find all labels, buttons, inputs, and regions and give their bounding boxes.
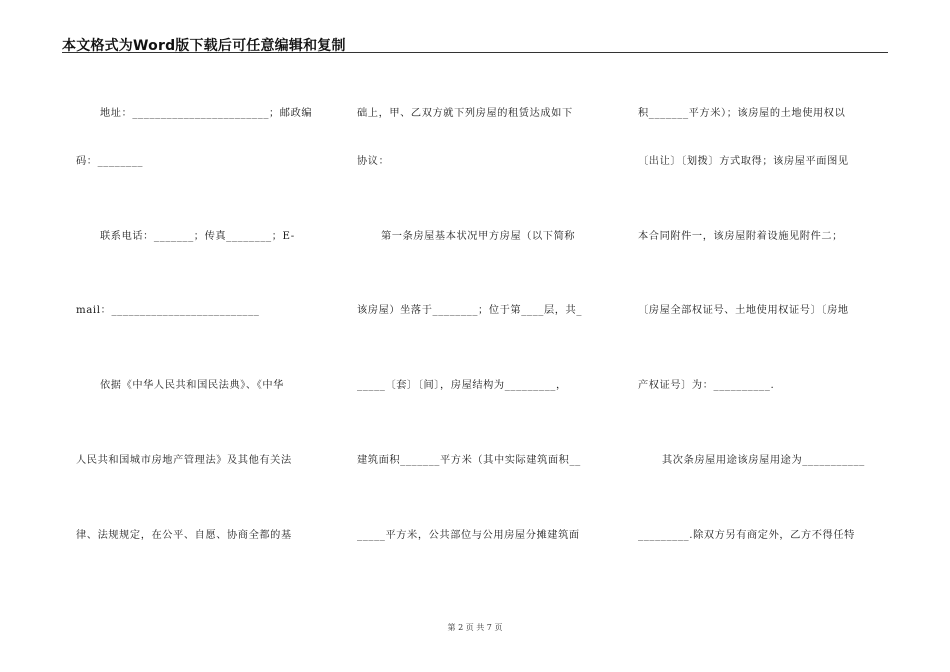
text-line: 依据《中华人民共和国民法典》、《中华 (100, 380, 284, 391)
text-line: 〔房屋全部权证号、土地使用权证号〕〔房地 (638, 305, 849, 316)
text-line: 产权证号〕为：__________. (638, 380, 775, 391)
text-line: _____〔套〕〔间〕，房屋结构为_________， (357, 380, 567, 391)
text-line: 础上，甲、乙双方就下列房屋的租赁达成如下 (357, 108, 573, 119)
text-column-1 (76, 0, 326, 672)
document-header: 本文格式为Word版下载后可任意编辑和复制 (62, 38, 346, 54)
text-line: 〔出让〕〔划拨〕方式取得；该房屋平面图见 (638, 156, 849, 167)
text-line: 其次条房屋用途该房屋用途为___________ (662, 455, 865, 466)
text-line: 本合同附件一，该房屋附着设施见附件二； (638, 231, 843, 242)
text-line: _________.除双方另有商定外，乙方不得任特 (638, 530, 855, 541)
text-line: 建筑面积_______平方米（其中实际建筑面积__ (357, 455, 581, 466)
text-line: 人民共和国城市房地产管理法》及其他有关法 (76, 455, 292, 466)
text-column-3 (638, 0, 888, 672)
text-line: 律、法规规定，在公平、自愿、协商全都的基 (76, 530, 292, 541)
text-line: 该房屋）坐落于________；位于第____层，共_ (357, 305, 583, 316)
text-line: 积_______平方米）；该房屋的土地使用权以 (638, 108, 846, 119)
text-column-2 (357, 0, 607, 672)
text-line: _____平方米，公共部位与公用房屋分摊建筑面 (357, 530, 580, 541)
text-line: mail：__________________________ (76, 305, 260, 316)
text-line: 地址：________________________；邮政编 (100, 108, 313, 119)
text-line: 协议： (357, 156, 390, 167)
page-number: 第 2 页 共 7 页 (447, 623, 503, 632)
text-line: 码：________ (76, 156, 144, 167)
text-line: 第一条房屋基本状况甲方房屋（以下简称 (381, 231, 576, 242)
text-line: 联系电话：_______；传真________；E- (100, 231, 295, 242)
